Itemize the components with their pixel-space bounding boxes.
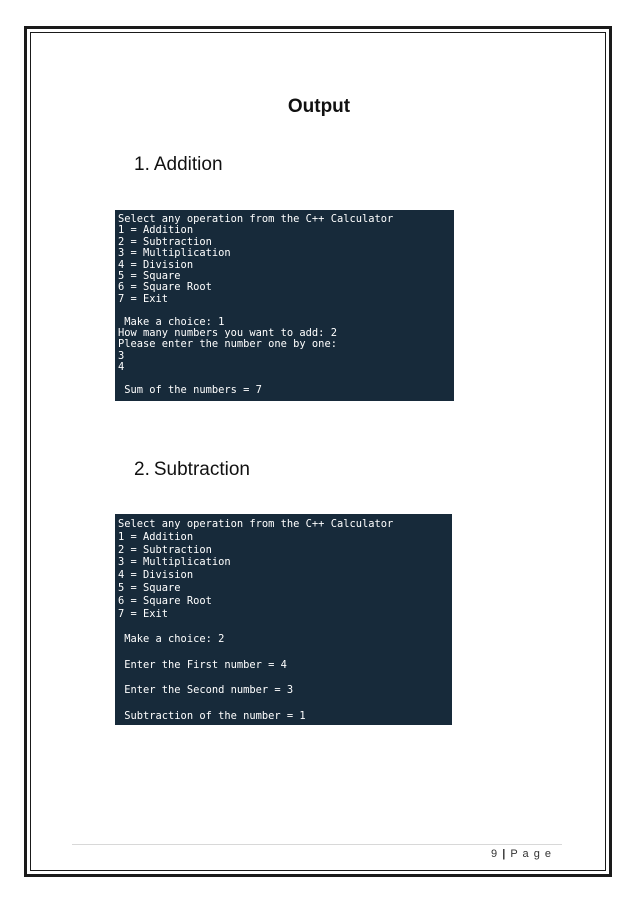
page-footer (491, 848, 552, 860)
section-title: Subtraction (153, 459, 250, 480)
terminal-line (118, 646, 452, 659)
terminal-line (118, 620, 452, 633)
terminal-line: Make a choice: 2 (118, 633, 225, 646)
page-border-inner (30, 32, 606, 871)
terminal-line: 4 = Division (118, 569, 194, 582)
terminal-output-subtraction (115, 514, 452, 725)
terminal-line: How many numbers you want to add: 2 (118, 326, 337, 339)
terminal-line (118, 672, 452, 685)
terminal-line: 3 = Multiplication (118, 247, 231, 260)
footer-rule (72, 844, 562, 845)
section-title: Addition (153, 154, 223, 175)
section-heading-addition (134, 154, 223, 176)
terminal-line: Enter the Second number = 3 (118, 684, 294, 697)
terminal-line: Sum of the numbers = 7 (118, 383, 262, 396)
terminal-line: 5 = Square (118, 269, 181, 282)
terminal-line: 6 = Square Root (118, 594, 212, 607)
page-title: Output (287, 96, 351, 117)
terminal-line: 7 = Exit (118, 607, 169, 620)
page-number: 9 (491, 848, 499, 860)
footer-separator: | (502, 848, 507, 860)
terminal-output-addition (115, 210, 454, 401)
terminal-line: Select any operation from the C++ Calculator (118, 518, 394, 530)
terminal-line: 3 = Multiplication (118, 556, 231, 569)
terminal-line: Make a choice: 1 (118, 315, 225, 328)
section-heading-subtraction (134, 459, 250, 481)
section-number: 2. (134, 459, 150, 480)
section-number: 1. (134, 154, 150, 175)
terminal-line: 3 (118, 349, 125, 362)
terminal-line: 2 = Subtraction (118, 543, 212, 556)
terminal-line: 4 (118, 361, 125, 374)
terminal-line: 6 = Square Root (118, 281, 212, 294)
terminal-line: 7 = Exit (118, 292, 169, 305)
terminal-line: Select any operation from the C++ Calculator (118, 213, 394, 225)
terminal-line (118, 305, 454, 316)
terminal-line: Subtraction of the number = 1 (118, 709, 306, 722)
terminal-line: Enter the First number = 4 (118, 658, 287, 671)
terminal-line: 4 = Division (118, 258, 194, 271)
terminal-line: 1 = Addition (118, 224, 194, 237)
terminal-line: Please enter the number one by one: (118, 338, 337, 351)
terminal-line (118, 697, 452, 710)
terminal-line: 2 = Subtraction (118, 235, 212, 248)
page-label: P a g e (510, 848, 552, 860)
terminal-line: 1 = Addition (118, 530, 194, 543)
terminal-line: 5 = Square (118, 581, 181, 594)
